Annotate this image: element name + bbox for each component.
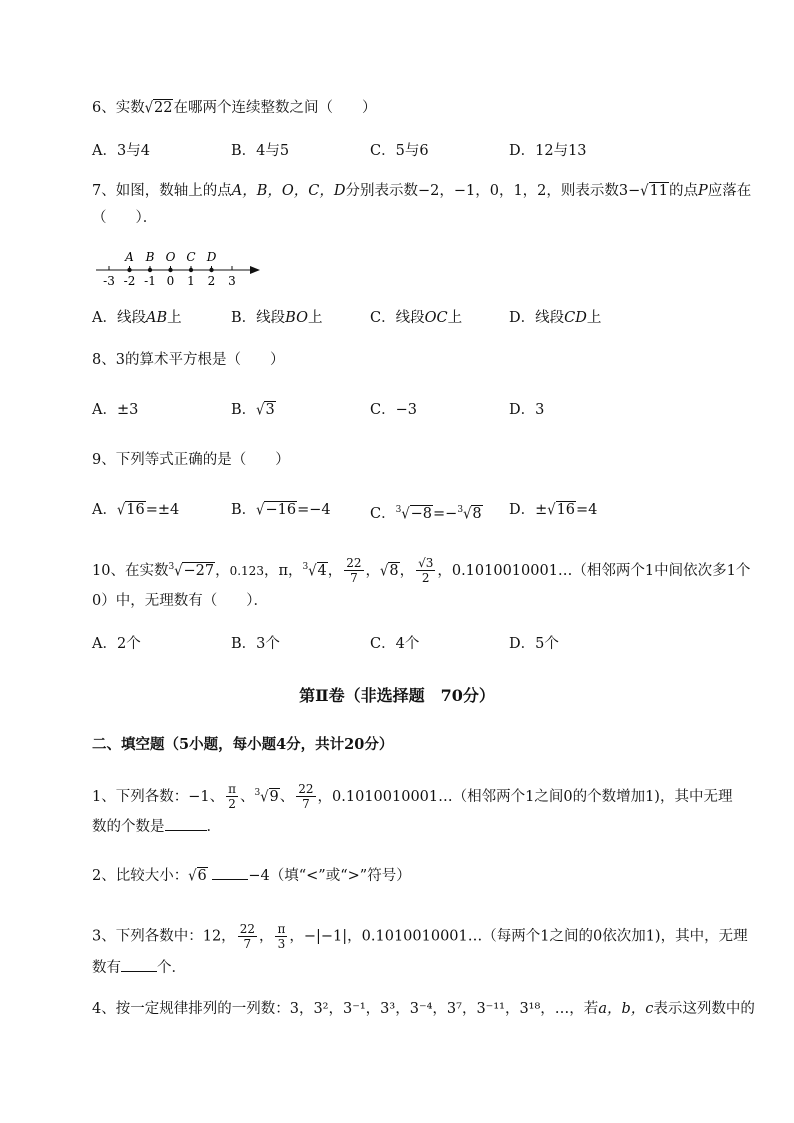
question-10: 10、在实数$^3$√−27，0.123，π，$^3$√4， $\frac{22}{7}$ ，√8， $\frac{√3}{2}$ ，0.1010010001…（相邻两个1中间依次多1个 bbox=[92, 556, 751, 586]
answer-blank-3[interactable] bbox=[121, 957, 157, 972]
number-line-point bbox=[168, 268, 172, 272]
question-7-line2: （ ）． bbox=[92, 210, 158, 226]
q9-option-a[interactable]: A．√16=±4 bbox=[92, 501, 180, 520]
answer-blank-1[interactable] bbox=[165, 816, 207, 831]
answer-blank-2[interactable] bbox=[212, 865, 248, 880]
q7-option-c[interactable]: C．线段OC上 bbox=[370, 310, 463, 326]
number-line-tick-label: 0 bbox=[166, 274, 175, 288]
number-line-tick-label: 2 bbox=[207, 274, 216, 288]
q10-option-d[interactable]: D．5个 bbox=[509, 636, 559, 652]
number-line-tick-label: -3 bbox=[103, 274, 115, 288]
q8-option-a[interactable]: A．±3 bbox=[92, 402, 139, 418]
q6-option-c[interactable]: C．5与6 bbox=[370, 143, 429, 159]
fill-question-1: 1、下列各数：−1、 $\frac{\pi}{2}$ 、$^3$√9、 $\frac{22}{7}$ ，0.1010010001…（相邻两个1之间0的个数增加1)，其中无理 bbox=[92, 782, 733, 812]
q8-option-b[interactable]: B．√3 bbox=[231, 401, 275, 420]
number-line-point bbox=[148, 268, 152, 272]
number-line-point-label: C bbox=[186, 250, 196, 264]
q6-text-2: 在哪两个连续整数之间（ ） bbox=[173, 100, 377, 116]
number-line-tick-label: 3 bbox=[228, 274, 236, 288]
q7-option-d[interactable]: D．线段CD上 bbox=[509, 310, 602, 326]
number-line-tick-label: -1 bbox=[144, 274, 156, 288]
q6-option-d[interactable]: D．12与13 bbox=[509, 143, 587, 159]
q6-option-a[interactable]: A．3与4 bbox=[92, 143, 150, 159]
number-line-tick-label: 1 bbox=[187, 274, 195, 288]
number-line-arrow bbox=[250, 266, 260, 274]
part-2-heading: 二、填空题（5小题，每小题4分，共计20分） bbox=[92, 736, 394, 753]
q10-option-b[interactable]: B．3个 bbox=[231, 636, 280, 652]
number-line-point-label: A bbox=[125, 250, 134, 264]
q10-option-a[interactable]: A．2个 bbox=[92, 636, 141, 652]
q8-option-d[interactable]: D．3 bbox=[509, 402, 545, 418]
q8-option-c[interactable]: C．−3 bbox=[370, 402, 417, 418]
number-line-point bbox=[127, 268, 131, 272]
number-line-point-label: B bbox=[145, 250, 155, 264]
fill-question-3: 3、下列各数中：12， $\frac{22}{7}$ ， $\frac{\pi}{3}$ ，−|−1|，0.1010010001…（每两个1之间的0依次加1)，其中，无理 bbox=[92, 922, 748, 951]
q10-option-c[interactable]: C．4个 bbox=[370, 636, 420, 652]
number-line-point bbox=[189, 268, 193, 272]
q9-option-b[interactable]: B．√−16=−4 bbox=[231, 501, 331, 520]
question-10-line2: 0）中，无理数有（ ）． bbox=[92, 593, 268, 609]
number-line-point-label: O bbox=[165, 250, 176, 264]
fill-question-3-line2: 数有 个． bbox=[92, 957, 186, 979]
fraction-sqrt3-2: $\frac{√3}{2}$ bbox=[418, 556, 434, 586]
question-9: 9、下列等式正确的是（ ） bbox=[92, 452, 290, 468]
q6-text: 6、实数 bbox=[92, 100, 145, 116]
sqrt-22: √22 bbox=[144, 99, 173, 118]
question-7: 7、如图，数轴上的点A，B，O，C，D分别表示数−2，−1，0，1，2，则表示数3−√11的点P应落在 bbox=[92, 180, 751, 203]
number-line-point-label: D bbox=[206, 250, 217, 264]
fill-question-2: 2、比较大小：√6 −4（填“<”或“>”符号） bbox=[92, 865, 411, 888]
q7-option-b[interactable]: B．线段BO上 bbox=[231, 310, 323, 326]
fill-question-1-line2: 数的个数是 ． bbox=[92, 816, 221, 838]
fill-question-4: 4、按一定规律排列的一列数：3，3²，3⁻¹，3³，3⁻⁴，3⁷，3⁻¹¹，3¹⁸，…，若a，b，c表示这列数中的 bbox=[92, 1001, 755, 1017]
question-8: 8、3的算术平方根是（ ） bbox=[92, 352, 285, 368]
q6-option-b[interactable]: B．4与5 bbox=[231, 143, 290, 159]
section-2-title: 第Ⅱ卷（非选择题 70分） bbox=[299, 686, 495, 705]
fraction-22-7: $\frac{22}{7}$ bbox=[346, 556, 362, 586]
question-6 bbox=[92, 97, 376, 120]
repeating-decimal: 0.123 bbox=[229, 563, 264, 578]
q7-option-a[interactable]: A．线段AB上 bbox=[92, 310, 182, 326]
q9-option-d[interactable]: D．±√16=4 bbox=[509, 501, 598, 520]
sqrt-11: √11 bbox=[640, 182, 669, 201]
number-line-tick-label: -2 bbox=[123, 274, 136, 288]
q9-option-c[interactable]: C．$^3$√−8=−$^3$√8 bbox=[370, 505, 482, 523]
number-line-point bbox=[209, 268, 213, 272]
number-line bbox=[92, 248, 272, 290]
